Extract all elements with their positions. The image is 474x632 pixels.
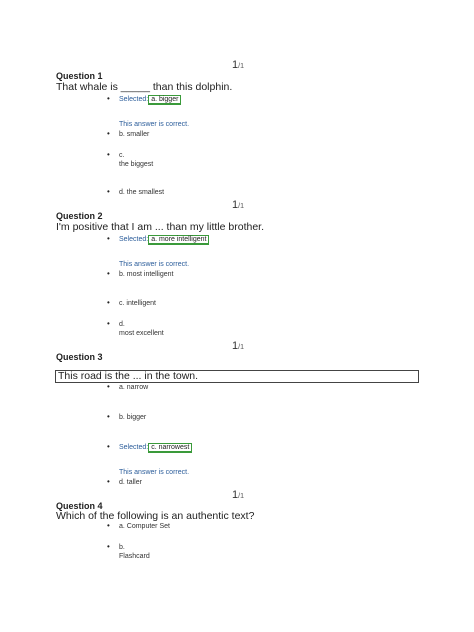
bullet: • <box>107 94 110 103</box>
bullet: • <box>107 477 110 486</box>
question-title: Question 3 <box>56 352 103 362</box>
question-title: Question 1 <box>56 71 103 81</box>
question-text: This road is the ... in the town. <box>55 370 419 383</box>
bullet: • <box>107 521 110 530</box>
bullet: • <box>107 542 110 551</box>
question-title: Question 4 <box>56 501 103 511</box>
bullet: • <box>107 187 110 196</box>
bullet: • <box>107 442 110 451</box>
question-title: Question 2 <box>56 211 103 221</box>
option-a[interactable]: a. Computer Set <box>119 523 170 530</box>
correct-feedback: This answer is correct. <box>119 469 190 476</box>
bullet: • <box>107 382 110 391</box>
selected-answer-box: c. narrowest <box>148 443 192 453</box>
correct-feedback: This answer is correct. <box>119 121 190 128</box>
bullet: • <box>107 234 110 243</box>
score-denominator: /1 <box>238 493 244 500</box>
option-b-letter[interactable]: b. <box>119 544 125 551</box>
bullet: • <box>107 298 110 307</box>
score-value: 1 <box>232 340 239 352</box>
selected-label: Selected: <box>119 236 149 243</box>
score <box>232 59 244 71</box>
score-denominator: /1 <box>238 203 244 210</box>
question-text: I'm positive that I am ... than my little brother. <box>56 221 265 233</box>
option-a[interactable] <box>119 95 181 105</box>
option-c-letter[interactable]: c. <box>119 152 125 159</box>
selected-label: Selected: <box>119 444 149 451</box>
bullet: • <box>107 269 110 278</box>
score-value: 1 <box>232 199 239 211</box>
bullet: • <box>107 150 110 159</box>
option-c[interactable] <box>119 443 192 453</box>
score <box>232 489 244 501</box>
bullet: • <box>107 319 110 328</box>
option-c[interactable]: c. intelligent <box>119 300 156 307</box>
option-a[interactable] <box>119 235 209 245</box>
option-d-text[interactable]: most excellent <box>119 330 164 337</box>
option-a[interactable]: a. narrow <box>119 384 149 391</box>
score <box>232 199 244 211</box>
option-d[interactable]: d. the smallest <box>119 189 165 196</box>
option-b-text[interactable]: Flashcard <box>119 553 150 560</box>
option-c-text[interactable]: the biggest <box>119 161 154 168</box>
correct-feedback: This answer is correct. <box>119 261 190 268</box>
score-value: 1 <box>232 489 239 501</box>
option-b[interactable]: b. bigger <box>119 414 147 421</box>
selected-label: Selected: <box>119 96 149 103</box>
selected-answer-box: a. bigger <box>148 95 181 105</box>
selected-answer-box: a. more intelligent <box>148 235 209 245</box>
score-denominator: /1 <box>238 344 244 351</box>
score <box>232 340 244 352</box>
question-text: That whale is _____ than this dolphin. <box>56 81 233 93</box>
option-b[interactable]: b. smaller <box>119 131 150 138</box>
option-d-letter[interactable]: d. <box>119 321 125 328</box>
bullet: • <box>107 129 110 138</box>
question-text: Which of the following is an authentic text? <box>56 510 255 522</box>
option-b[interactable]: b. most intelligent <box>119 271 174 278</box>
score-denominator: /1 <box>238 63 244 70</box>
bullet: • <box>107 412 110 421</box>
score-value: 1 <box>232 59 239 71</box>
option-d[interactable]: d. taller <box>119 479 142 486</box>
